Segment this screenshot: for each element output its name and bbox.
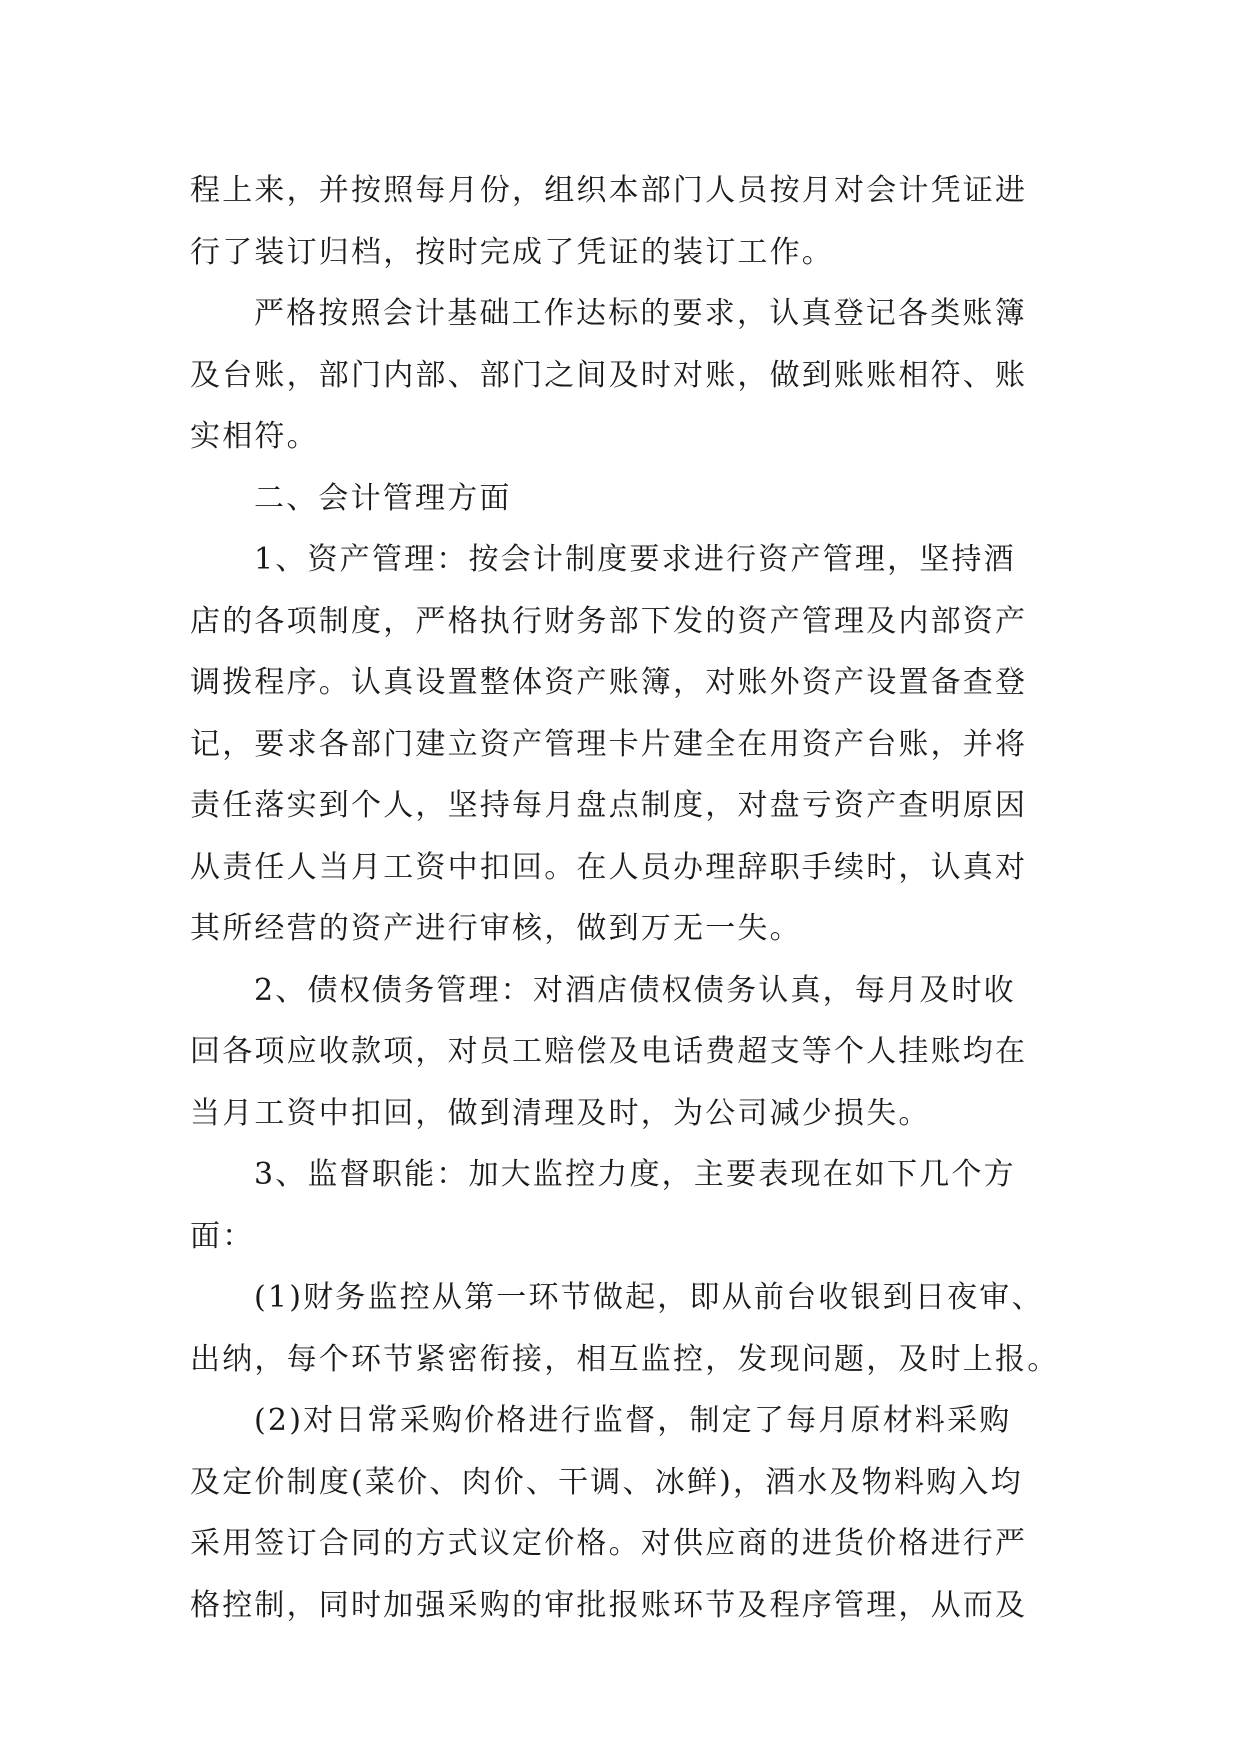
text-line: 出纳，每个环节紧密衔接，相互监控，发现问题，及时上报。 (190, 1341, 1060, 1377)
text-line: 回各项应收款项，对员工赔偿及电话费超支等个人挂账均在 (190, 1034, 1028, 1069)
text-line: 及定价制度(菜价、肉价、干调、冰鲜)，酒水及物料购入均 (190, 1464, 1023, 1500)
paragraph-first-line: 严格按照会计基础工作达标的要求，认真登记各类账簿 (254, 296, 1027, 331)
text-line: 从责任人当月工资中扣回。在人员办理辞职手续时，认真对 (190, 849, 1028, 885)
text-line: 程上来，并按照每月份，组织本部门人员按月对会计凭证进 (190, 173, 1028, 208)
section-heading: 二、会计管理方面 (254, 480, 512, 516)
text-line: 责任落实到个人，坚持每月盘点制度，对盘亏资产查明原因 (190, 788, 1028, 823)
text-line: 实相符。 (190, 419, 319, 454)
text-line: 及台账，部门内部、部门之间及时对账，做到账账相符、账 (190, 357, 1028, 393)
text-line: 格控制，同时加强采购的审批报账环节及程序管理，从而及 (190, 1587, 1028, 1623)
text-line: 调拨程序。认真设置整体资产账簿，对账外资产设置备查登 (190, 665, 1028, 700)
text-line: 其所经营的资产进行审核，做到万无一失。 (190, 911, 802, 946)
text-line: 采用签订合同的方式议定价格。对供应商的进货价格进行严 (190, 1526, 1028, 1561)
paragraph-first-line: 3、监督职能：加大监控力度，主要表现在如下几个方 (254, 1157, 1016, 1192)
text-line: 行了装订归档，按时完成了凭证的装订工作。 (190, 234, 834, 270)
text-line: 店的各项制度，严格执行财务部下发的资产管理及内部资产 (190, 603, 1028, 639)
paragraph-first-line: 1、资产管理：按会计制度要求进行资产管理，坚持酒 (254, 542, 1016, 577)
text-line: 面： (190, 1218, 255, 1254)
text-line: 记，要求各部门建立资产管理卡片建全在用资产台账，并将 (190, 726, 1028, 762)
document-body (190, 160, 1060, 1636)
text-line: 当月工资中扣回，做到清理及时，为公司减少损失。 (190, 1095, 931, 1131)
paragraph-first-line: (1)财务监控从第一环节做起，即从前台收银到日夜审、 (254, 1280, 1044, 1315)
paragraph-first-line: 2、债权债务管理：对酒店债权债务认真，每月及时收 (254, 972, 1016, 1008)
paragraph-first-line: (2)对日常采购价格进行监督，制定了每月原材料采购 (254, 1403, 1012, 1438)
